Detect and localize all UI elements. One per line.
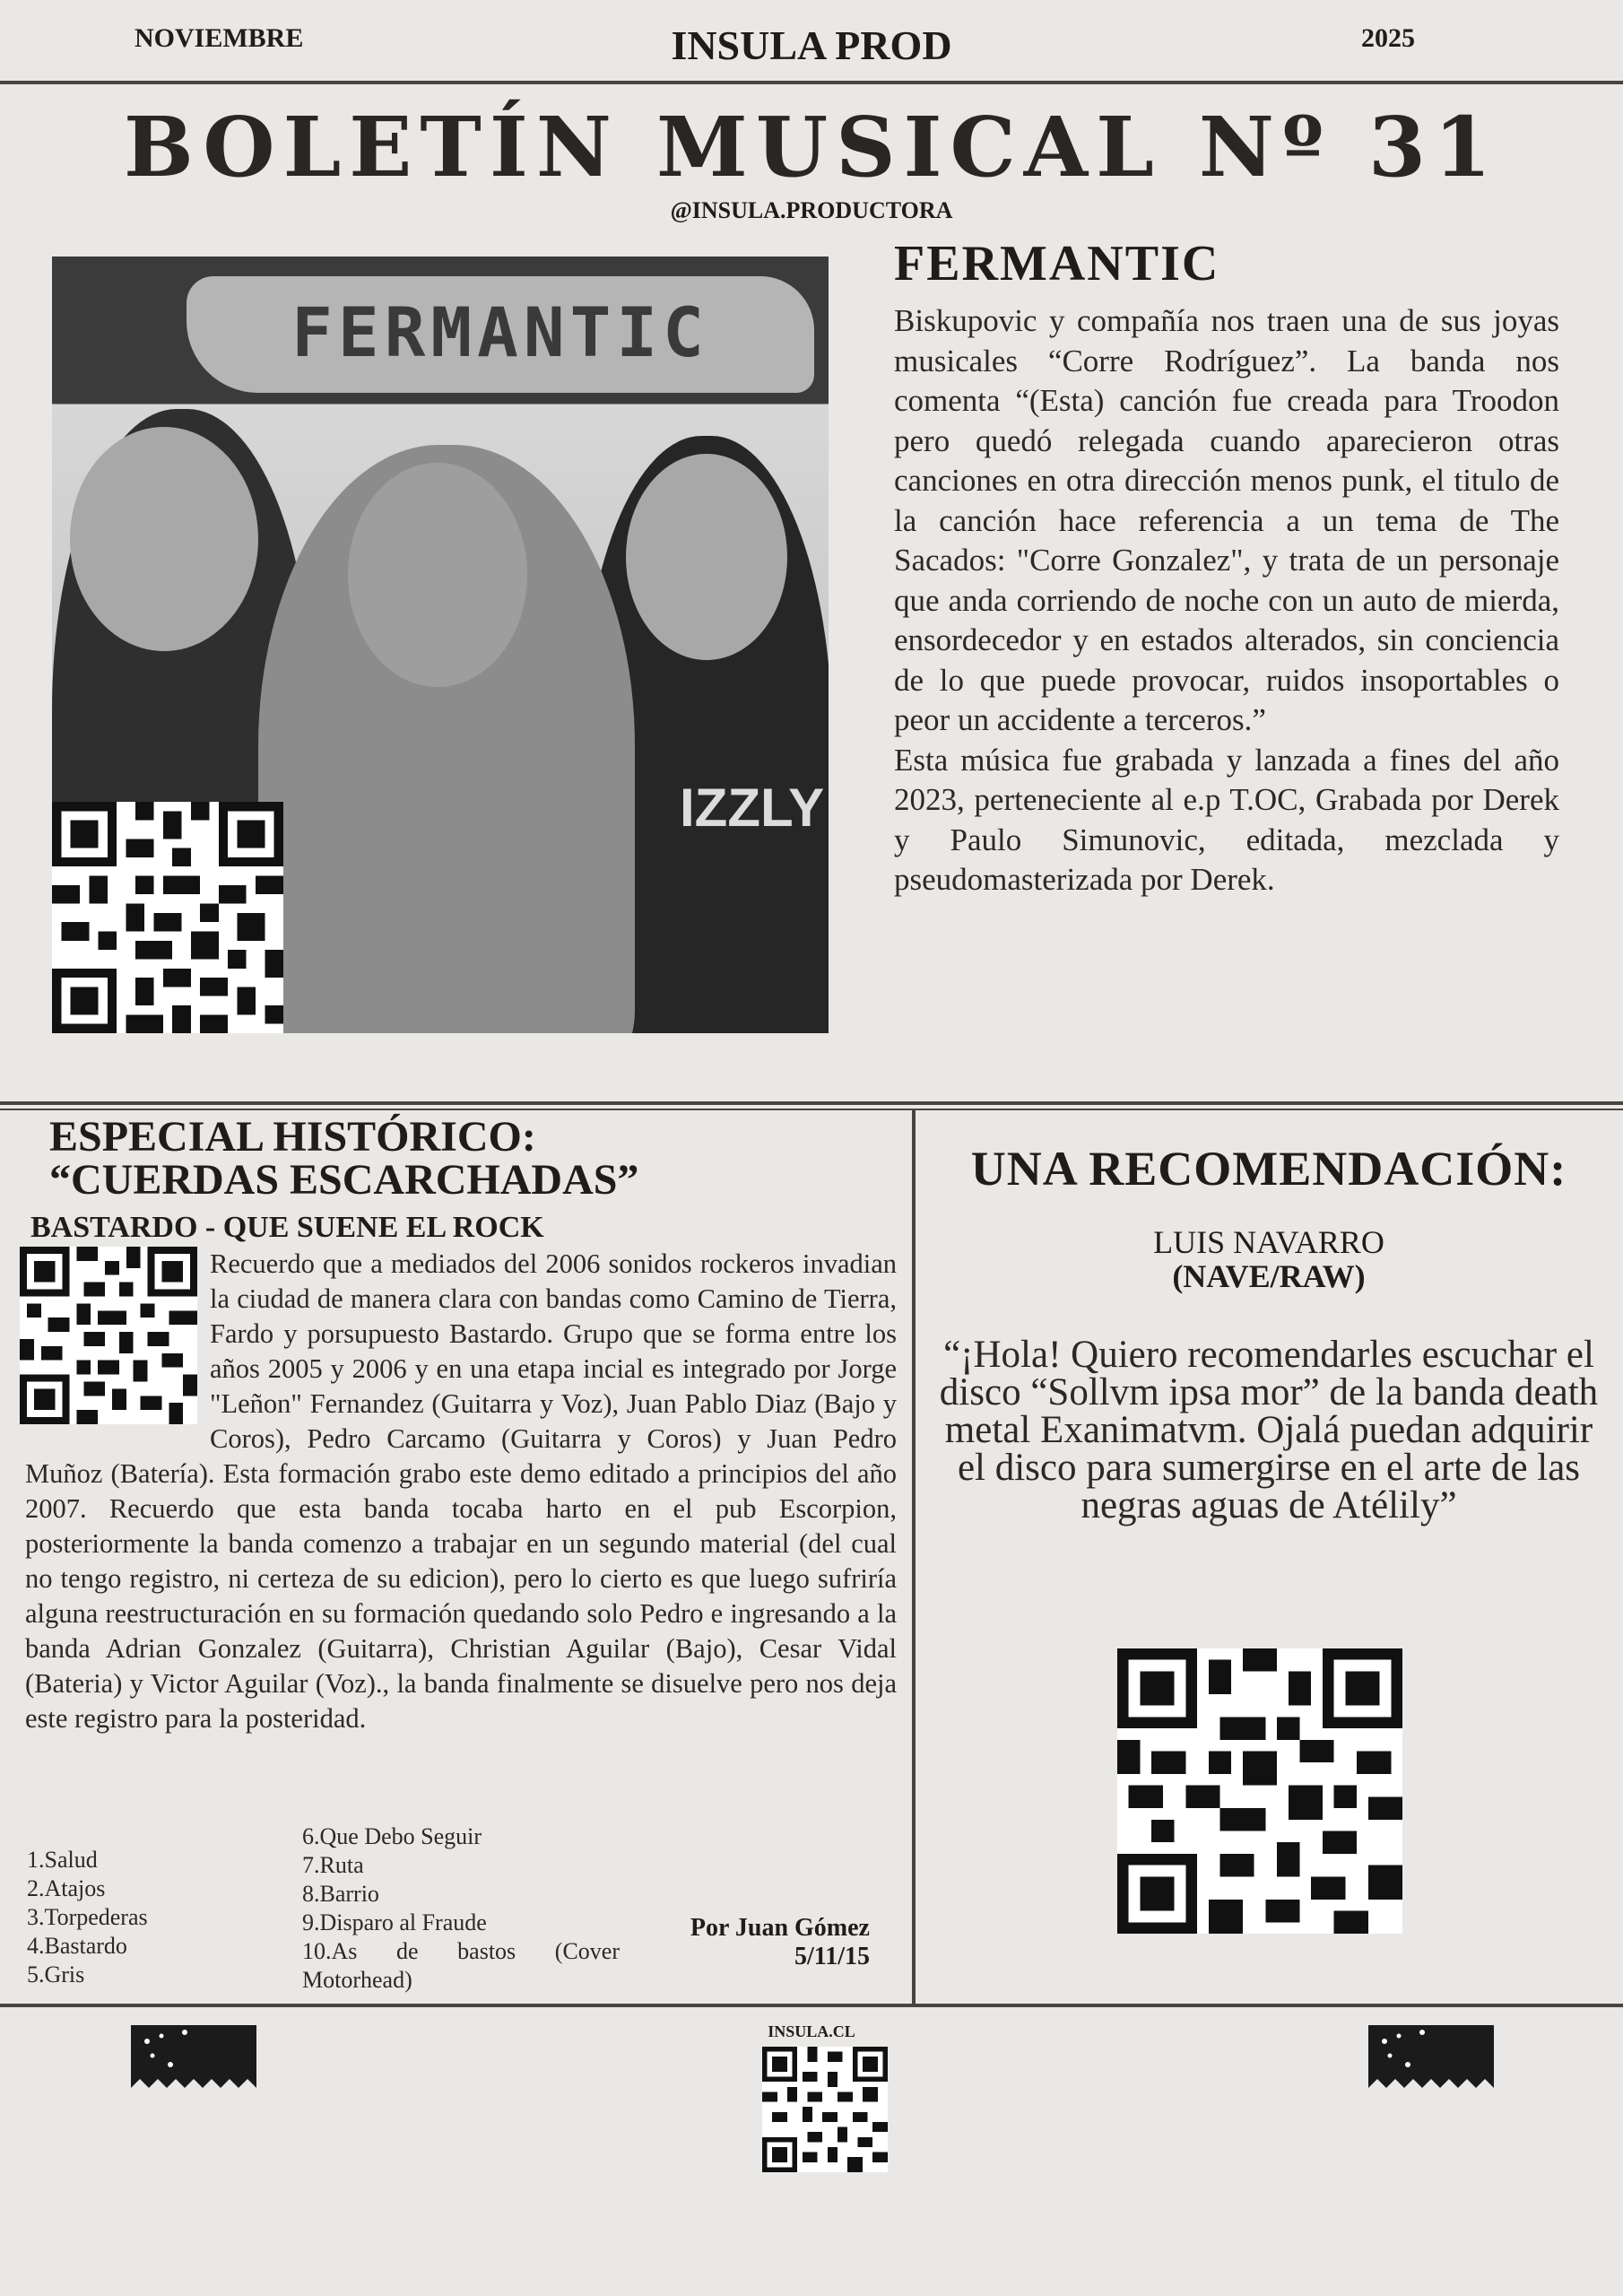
feature-title: FERMANTIC <box>894 236 1220 291</box>
band-photo <box>52 257 829 1033</box>
especial-title-line2: “CUERDAS ESCARCHADAS” <box>49 1156 639 1204</box>
shirt-text: IZZLY <box>680 778 825 838</box>
section-rule-bottom <box>0 2004 1623 2007</box>
especial-body <box>25 1247 897 1736</box>
track-item: 4.Bastardo <box>27 1933 127 1959</box>
member-head-left <box>70 427 258 651</box>
especial-subtitle: BASTARDO - QUE SUENE EL ROCK <box>30 1211 544 1244</box>
track-item: 1.Salud <box>27 1847 98 1873</box>
recommendation-author <box>915 1225 1623 1293</box>
track-item: 3.Torpederas <box>27 1904 148 1930</box>
especial-title-line1: ESPECIAL HISTÓRICO: <box>49 1113 536 1161</box>
qr-code-bastardo[interactable] <box>20 1247 197 1424</box>
feature-paragraph-1: Biskupovic y compañía nos traen una de sus joyas musicales “Corre Rodríguez”. La banda nos comenta “(Esta) canción fue creada para Troodon pero quedó relegada cuando aparecieron otras canciones en otra dirección menos punk, el titulo de la canción hace referencia a un tema de The Sacados: "Corre Gonzalez", y trata de un personaje que anda corriendo de noche con un auto de mierda, ensordecedor y en estados alterados, sin conciencia de lo que puede provocar, ruidos insoportables o peor un accidente a terceros.” <box>894 303 1559 737</box>
tracklist-col-1 <box>27 1846 148 1989</box>
track-item: 5.Gris <box>27 1961 85 1987</box>
track-item: 7.Ruta <box>302 1852 364 1878</box>
recommendation-author-band: (NAVE/RAW) <box>1172 1258 1366 1294</box>
section-rule-top-thin <box>0 1109 1623 1110</box>
photo-banner-text: FERMANTIC <box>291 292 709 372</box>
track-item: 2.Atajos <box>27 1875 106 1901</box>
feature-body <box>894 301 1559 900</box>
especial-title <box>49 1113 639 1204</box>
qr-code-recommendation[interactable] <box>1117 1648 1402 1934</box>
recommendation-title: UNA RECOMENDACIÓN: <box>970 1142 1567 1196</box>
header-publisher: INSULA PROD <box>671 22 952 68</box>
qr-code-fermantic[interactable] <box>52 802 283 1033</box>
track-item: 9.Disparo al Fraude <box>302 1909 487 1935</box>
social-handle: @INSULA.PRODUCTORA <box>670 197 953 223</box>
qr-code-footer[interactable] <box>762 2047 888 2172</box>
track-item: 6.Que Debo Seguir <box>302 1823 482 1849</box>
recommendation-quote: “¡Hola! Quiero recomendarles escuchar el disco “Sollvm ipsa mor” de la banda death metal Exanimatvm. Ojalá puedan adquirir el disco para sumergirse en el arte de las negras aguas de Atélily” <box>939 1334 1599 1526</box>
member-head-right <box>626 454 787 660</box>
member-head-center <box>348 463 527 687</box>
especial-body-text: Recuerdo que a mediados del 2006 sonidos rockeros invadian la ciudad de manera clara con bandas como Camino de Tierra, Fardo y porsupuesto Bastardo. Grupo que se forma entre los años 2005 y 2006 y en una etapa incial es integrado por Jorge "Leñon" Fernandez (Guitarra y Voz), Juan Pablo Diaz (Bajo y Coros), Pedro Carcamo (Guitarra y Coros) y Juan Pedro Muñoz (Batería). Esta formación grabo este demo editado a principios del año 2007. Recuerdo que esta banda tocaba harto en el pub Escorpion, posteriormente la banda comenzo a trabajar en un segundo material (del cual no tengo registro, ni certeza de su edicion), pero lo cierto es que luego sufriría alguna reestructuración en su formación quedando solo Pedro e ingresando a la banda Adrian Gonzalez (Guitarra), Christian Aguilar (Bajo), Cesar Vidal (Bateria) y Victor Aguilar (Voz)., la banda finalmente se disuelve pero nos deja este registro para la posteridad. <box>25 1248 897 1734</box>
byline-author: Por Juan Gómez <box>690 1914 870 1942</box>
newsletter-title: BOLETÍN MUSICAL Nº 31 <box>123 99 1500 196</box>
flag-icon-right <box>1368 2025 1494 2088</box>
track-item: 10.As de bastos (Cover Motorhead) <box>302 1938 620 1993</box>
byline-block <box>664 1914 870 1971</box>
tracklist-col-2 <box>302 1822 620 1995</box>
recommendation-author-name: LUIS NAVARRO <box>1153 1224 1384 1260</box>
byline-date: 5/11/15 <box>794 1943 870 1970</box>
header-rule <box>0 81 1623 84</box>
track-item: 8.Barrio <box>302 1881 379 1907</box>
feature-paragraph-2: Esta música fue grabada y lanzada a fines del año 2023, perteneciente al e.p T.OC, Grabada por Derek y Paulo Simunovic, editada, mezclada y pseudomasterizada por Derek. <box>894 742 1559 897</box>
footer-site[interactable]: INSULA.CL <box>768 2022 855 2040</box>
section-rule-top <box>0 1101 1623 1105</box>
header-year: 2025 <box>1361 23 1415 53</box>
header-month: NOVIEMBRE <box>135 23 304 53</box>
